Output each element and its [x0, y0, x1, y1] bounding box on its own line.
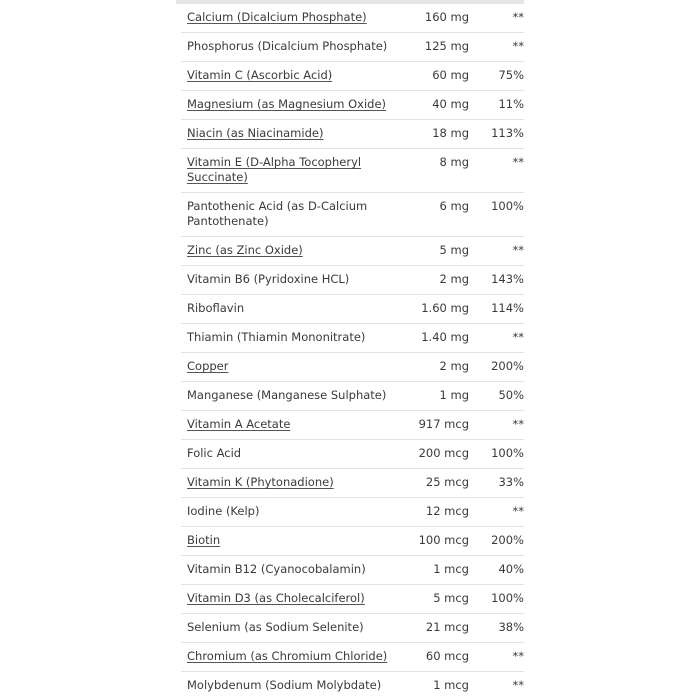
- nutrient-name-cell: [181, 672, 409, 700]
- nutrient-name-cell: [181, 4, 409, 33]
- nutrient-amount: 21 mcg: [409, 614, 469, 643]
- nutrient-amount: 917 mcg: [409, 411, 469, 440]
- nutrient-name: Thiamin (Thiamin Mononitrate): [187, 330, 366, 344]
- table-row: [181, 556, 524, 585]
- nutrient-daily-value: 100%: [469, 440, 524, 469]
- nutrient-daily-value: 40%: [469, 556, 524, 585]
- nutrient-name-cell: [181, 614, 409, 643]
- nutrient-daily-value: 100%: [469, 193, 524, 237]
- nutrient-daily-value: 33%: [469, 469, 524, 498]
- nutrient-name: Molybdenum (Sodium Molybdate): [187, 678, 382, 692]
- nutrient-name-link[interactable]: Niacin (as Niacinamide): [187, 126, 324, 140]
- table-row: [181, 237, 524, 266]
- nutrient-daily-value: 50%: [469, 382, 524, 411]
- nutrient-name-cell: [181, 469, 409, 498]
- table-row: [181, 672, 524, 700]
- table-row: [181, 643, 524, 672]
- table-row: [181, 324, 524, 353]
- nutrient-name: Vitamin B12 (Cyanocobalamin): [187, 562, 366, 576]
- nutrient-daily-value: 113%: [469, 120, 524, 149]
- nutrient-amount: 2 mg: [409, 266, 469, 295]
- table-row: [181, 266, 524, 295]
- nutrient-amount: 12 mcg: [409, 498, 469, 527]
- nutrient-name-cell: [181, 266, 409, 295]
- nutrient-name-cell: [181, 643, 409, 672]
- nutrient-name-cell: [181, 527, 409, 556]
- nutrient-amount: 5 mcg: [409, 585, 469, 614]
- nutrient-daily-value: 200%: [469, 527, 524, 556]
- nutrient-amount: 1 mg: [409, 382, 469, 411]
- nutrient-name-cell: [181, 353, 409, 382]
- table-row: [181, 33, 524, 62]
- nutrient-amount: 2 mg: [409, 353, 469, 382]
- table-row: [181, 62, 524, 91]
- nutrient-daily-value: **: [469, 149, 524, 193]
- table-row: [181, 120, 524, 149]
- nutrient-daily-value: 143%: [469, 266, 524, 295]
- nutrient-name: Vitamin B6 (Pyridoxine HCL): [187, 272, 350, 286]
- nutrient-name: Selenium (as Sodium Selenite): [187, 620, 364, 634]
- nutrient-name-cell: [181, 585, 409, 614]
- nutrient-name-cell: [181, 149, 409, 193]
- nutrient-amount: 100 mcg: [409, 527, 469, 556]
- nutrient-amount: 60 mg: [409, 62, 469, 91]
- table-row: [181, 353, 524, 382]
- nutrient-daily-value: **: [469, 4, 524, 33]
- nutrient-daily-value: **: [469, 643, 524, 672]
- nutrient-name-cell: [181, 120, 409, 149]
- nutrient-amount: 125 mg: [409, 33, 469, 62]
- nutrient-name-cell: [181, 62, 409, 91]
- table-row: [181, 4, 524, 33]
- nutrient-daily-value: 38%: [469, 614, 524, 643]
- nutrient-name-cell: [181, 324, 409, 353]
- nutrient-name: Pantothenic Acid (as D-Calcium Pantothenate): [187, 199, 368, 228]
- table-row: [181, 614, 524, 643]
- nutrient-amount: 8 mg: [409, 149, 469, 193]
- nutrient-name-link[interactable]: Vitamin D3 (as Cholecalciferol): [187, 591, 365, 605]
- nutrient-name-link[interactable]: Vitamin C (Ascorbic Acid): [187, 68, 333, 82]
- nutrient-amount: 200 mcg: [409, 440, 469, 469]
- nutrient-name-cell: [181, 411, 409, 440]
- nutrient-name-link[interactable]: Copper: [187, 359, 229, 373]
- nutrient-name-link[interactable]: Calcium (Dicalcium Phosphate): [187, 10, 367, 24]
- nutrient-name-cell: [181, 382, 409, 411]
- nutrient-daily-value: 200%: [469, 353, 524, 382]
- table-row: [181, 498, 524, 527]
- nutrient-amount: 40 mg: [409, 91, 469, 120]
- nutrient-name-cell: [181, 440, 409, 469]
- nutrient-table: [181, 4, 524, 700]
- table-row: [181, 193, 524, 237]
- table-row: [181, 585, 524, 614]
- nutrient-name: Iodine (Kelp): [187, 504, 260, 518]
- table-row: [181, 440, 524, 469]
- nutrient-amount: 18 mg: [409, 120, 469, 149]
- nutrient-daily-value: 100%: [469, 585, 524, 614]
- nutrient-amount: 1.60 mg: [409, 295, 469, 324]
- nutrient-name-cell: [181, 237, 409, 266]
- nutrient-amount: 1 mcg: [409, 672, 469, 700]
- nutrient-amount: 60 mcg: [409, 643, 469, 672]
- table-row: [181, 469, 524, 498]
- nutrient-name: Riboflavin: [187, 301, 245, 315]
- nutrient-name-link[interactable]: Biotin: [187, 533, 221, 547]
- nutrient-daily-value: **: [469, 33, 524, 62]
- nutrient-daily-value: **: [469, 324, 524, 353]
- nutrient-name-cell: [181, 556, 409, 585]
- table-row: [181, 295, 524, 324]
- nutrient-name-cell: [181, 498, 409, 527]
- nutrient-name-link[interactable]: Vitamin E (D-Alpha Tocopheryl Succinate): [187, 155, 362, 184]
- nutrient-amount: 5 mg: [409, 237, 469, 266]
- nutrient-daily-value: **: [469, 498, 524, 527]
- nutrient-name-cell: [181, 33, 409, 62]
- nutrient-name-link[interactable]: Zinc (as Zinc Oxide): [187, 243, 303, 257]
- nutrient-rows: [181, 4, 524, 700]
- nutrient-daily-value: **: [469, 237, 524, 266]
- table-row: [181, 411, 524, 440]
- table-row: [181, 382, 524, 411]
- nutrient-name-link[interactable]: Magnesium (as Magnesium Oxide): [187, 97, 387, 111]
- table-row: [181, 527, 524, 556]
- nutrient-name: Folic Acid: [187, 446, 242, 460]
- nutrient-daily-value: 114%: [469, 295, 524, 324]
- nutrient-daily-value: 75%: [469, 62, 524, 91]
- nutrient-daily-value: 11%: [469, 91, 524, 120]
- nutrient-daily-value: **: [469, 411, 524, 440]
- table-row: [181, 149, 524, 193]
- nutrient-amount: 25 mcg: [409, 469, 469, 498]
- nutrient-amount: 1 mcg: [409, 556, 469, 585]
- nutrient-name: Phosphorus (Dicalcium Phosphate): [187, 39, 388, 53]
- nutrient-name-link[interactable]: Vitamin A Acetate: [187, 417, 291, 431]
- nutrient-name-link[interactable]: Vitamin K (Phytonadione): [187, 475, 334, 489]
- nutrient-daily-value: **: [469, 672, 524, 700]
- nutrient-amount: 160 mg: [409, 4, 469, 33]
- nutrient-name: Manganese (Manganese Sulphate): [187, 388, 387, 402]
- nutrient-name-cell: [181, 91, 409, 120]
- nutrient-name-link[interactable]: Chromium (as Chromium Chloride): [187, 649, 388, 663]
- nutrient-name-cell: [181, 295, 409, 324]
- supplement-facts-panel: [176, 0, 524, 700]
- nutrient-name-cell: [181, 193, 409, 237]
- nutrient-amount: 1.40 mg: [409, 324, 469, 353]
- table-row: [181, 91, 524, 120]
- nutrient-amount: 6 mg: [409, 193, 469, 237]
